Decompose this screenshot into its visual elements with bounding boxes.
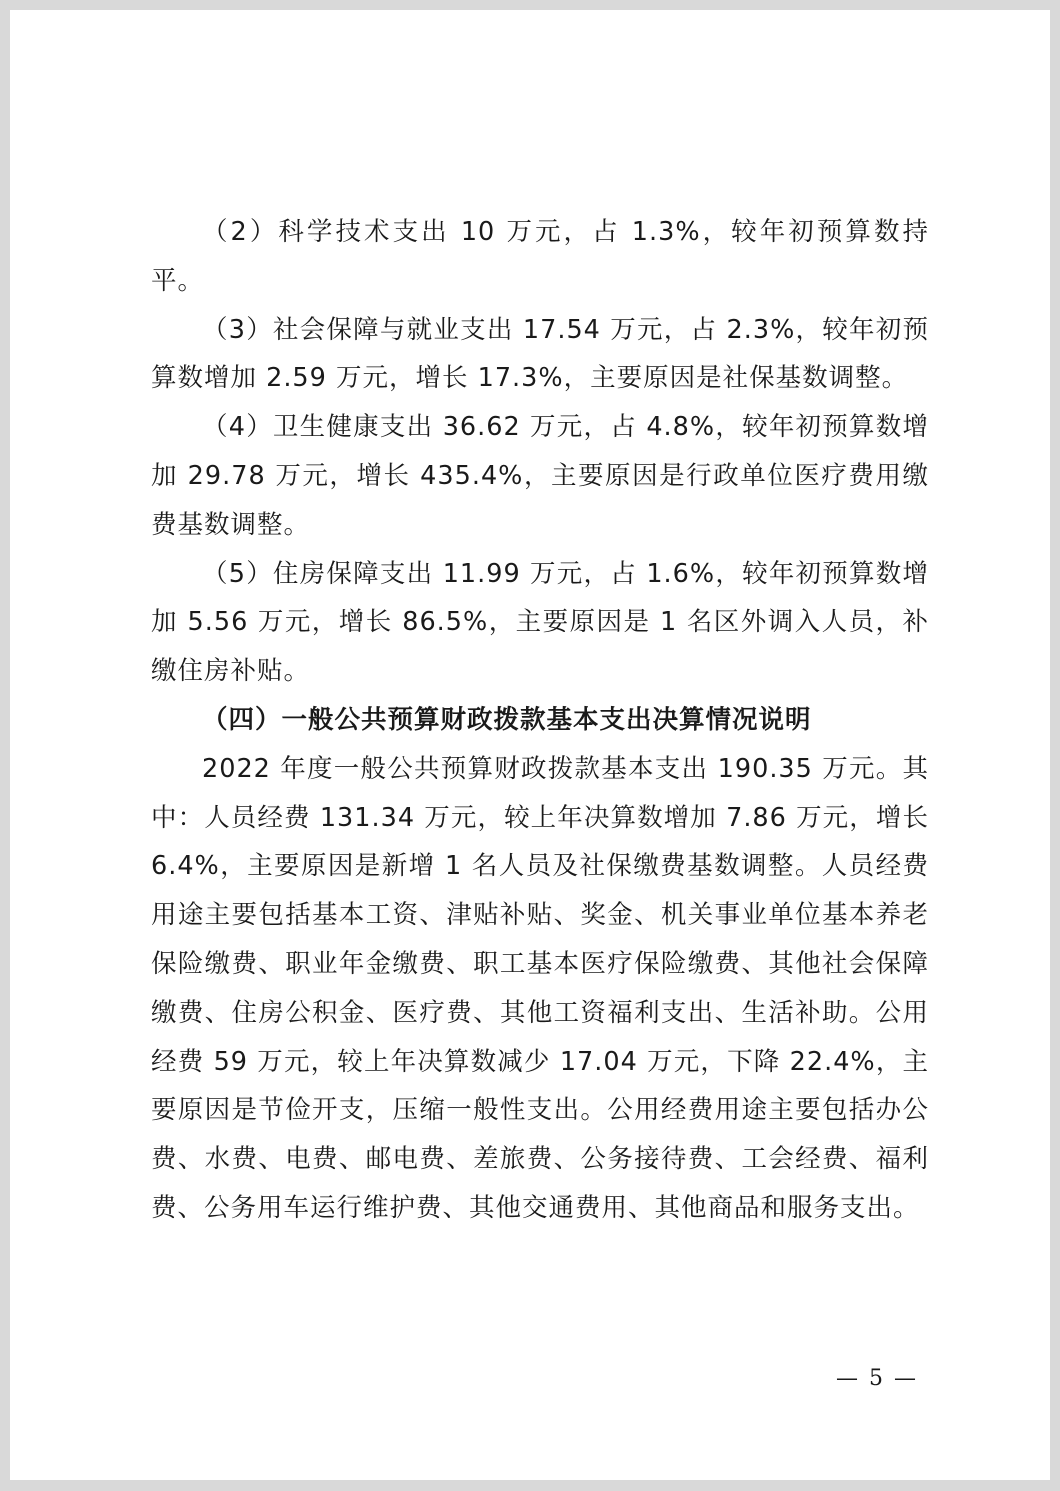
section-heading: （四）一般公共预算财政拨款基本支出决算情况说明 xyxy=(202,704,812,735)
paragraph-science-tech: （2）科学技术支出 10 万元，占 1.3%，较年初预算数持平。 xyxy=(151,217,929,296)
paragraph-health: （4）卫生健康支出 36.62 万元，占 4.8%，较年初预算数增加 29.78 万元，增长 435.4%，主要原因是行政单位医疗费用缴费基数调整。 xyxy=(151,412,929,540)
paragraph-basic-expenditure: 2022 年度一般公共预算财政拨款基本支出 190.35 万元。其中：人员经费 131.34 万元，较上年决算数增加 7.86 万元，增长 6.4%，主要原因是新增 1 名人员及社保缴费基数调整。人员经费用途主要包括基本工资、津贴补贴、奖金、机关事业单位基本养老保险缴费、职业年金缴费、职工基本医疗保险缴费、其他社会保障缴费、住房公积金、医疗费、其他工资福利支出、生活补助。公用经费 59 万元，较上年决算数减少 17.04 万元，下降 22.4%，主要原因是节俭开支，压缩一般性支出。公用经费用途主要包括办公费、水费、电费、邮电费、差旅费、公务接待费、工会经费、福利费、公务用车运行维护费、其他交通费用、其他商品和服务支出。 xyxy=(151,753,929,1223)
page-number: — 5 — xyxy=(836,1366,918,1391)
document-page xyxy=(10,10,1050,1480)
paragraph-housing: （5）住房保障支出 11.99 万元，占 1.6%，较年初预算数增加 5.56 万元，增长 86.5%，主要原因是 1 名区外调入人员，补缴住房补贴。 xyxy=(151,558,929,687)
document-body xyxy=(151,208,929,1233)
paragraph-social-security: （3）社会保障与就业支出 17.54 万元，占 2.3%，较年初预算数增加 2.59 万元，增长 17.3%，主要原因是社保基数调整。 xyxy=(151,314,929,394)
